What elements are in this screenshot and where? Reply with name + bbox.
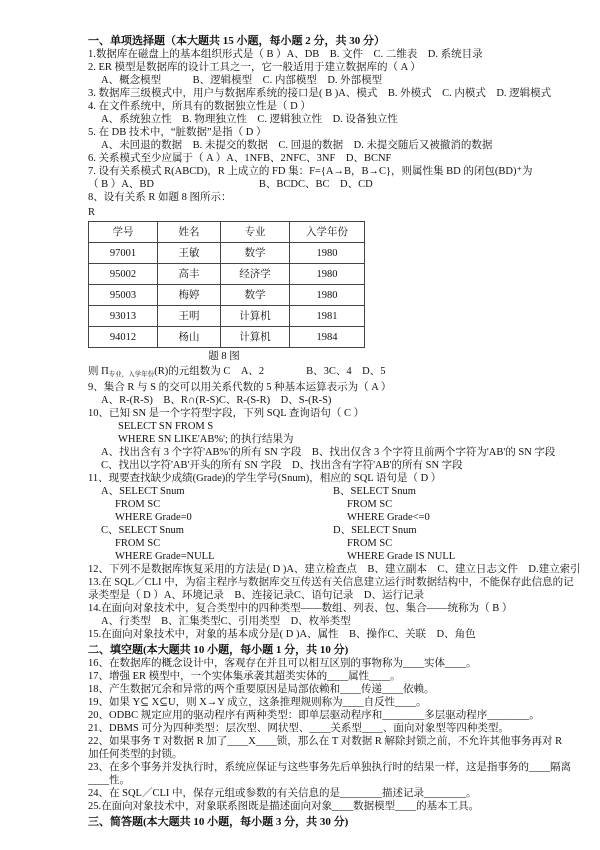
table-header-cell: 学号 [89,222,158,243]
table-cell: 94012 [89,327,158,348]
question-10-sql-line: SELECT SN FROM S [118,421,214,432]
table-cell: 数学 [221,243,290,264]
table-cell: 1981 [290,306,365,327]
section-3-heading: 三、简答题(本大题共 10 小题，每小题 3 分，共 30 分) [88,816,349,828]
table-cell: 经济学 [221,264,290,285]
question-17: 17、增强 ER 模型中，一个实体集承袭其超类实体的____属性____。 [88,671,401,682]
question-2: 2. ER 模型是数据库的设计工具之一，它一般适用于建立数据库的（ A ） [88,62,421,73]
question-12: 12、下列不是数据库恢复采用的方法是( D )A、建立检查点 B、建立副本 C、建立日志文件 D.建立索引 [88,564,581,575]
table-row [89,243,365,264]
table-cell: 杨山 [158,327,221,348]
question-25: 25.在面向对象技术中，对象联系图既是描述面向对象____数据模型____的基本工具。 [88,801,480,812]
pi-symbol: Π [101,366,109,377]
pi-subscript: 专业，入学年份 [108,371,155,378]
question-8-result [88,365,574,381]
table-cell: 93013 [89,306,158,327]
question-3: 3. 数据库三级模式中，用户与数据库系统的接口是( B )A、模式 B. 外模式 C. 内模式 D. 逻辑模式 [88,88,552,99]
table-cell: 王明 [158,306,221,327]
table-cell: 1980 [290,243,365,264]
table-cell: 高丰 [158,264,221,285]
question-1: 1.数据库在磁盘上的基本组织形式是（ B ）A、DB B. 文件 C. 二维表 D. 系统目录 [88,49,483,60]
question-18: 18、产生数据冗余和异常的两个重要原因是局部依赖和____传递____依赖。 [88,684,435,695]
question-10: 10、已知 SN 是一个字符型字段，下列 SQL 查询语句（ C ） [88,408,365,419]
question-10-options: C、找出以字符'AB'开头的所有 SN 字段 D、找出含有字符'AB'的所有 SN 字段 [101,460,463,471]
option-a-line: WHERE Grade=0 [115,512,192,523]
option-c-line: FROM SC [115,538,161,549]
table-cell: 1984 [290,327,365,348]
question-20: 20、ODBC 规定应用的驱动程序有两种类型：即单层驱动程序和________多层驱动程序________。 [88,710,540,721]
table-cell: 计算机 [221,327,290,348]
question-14-options: A、行类型 B、汇集类型C、引用类型 D、枚举类型 [101,616,351,627]
question-14: 14.在面向对象技术中，复合类型中的四种类型——数组、列表、包、集合——统称为（ B ） [88,603,513,614]
projection-prefix: 则 [88,366,102,377]
table-row [89,327,365,348]
table-cell: 95002 [89,264,158,285]
question-15: 15.在面向对象技术中，对象的基本成分是( D )A、属性 B、操作C、关联 D、角色 [88,629,476,640]
table-cell: 王敏 [158,243,221,264]
table-header-cell: 专业 [221,222,290,243]
question-21: 21、DBMS 可分为四种类型：层次型、网状型、____关系型____、面向对象型等四种类型。 [88,723,509,734]
table-cell: 1980 [290,285,365,306]
question-2-options: A、概念模型 B、逻辑模型 C. 内部模型 D. 外部模型 [101,75,383,86]
table-header-cell: 入学年份 [290,222,365,243]
question-10-sql-line: WHERE SN LIKE'AB%'; 的执行结果为 [118,434,294,445]
projection-rest: (R)的元组数为 C A、2 B、3C、4 D、5 [154,366,386,377]
question-16: 16、在数据库的概念设计中，客观存在并且可以相互区别的事物称为____实体____。 [88,658,477,669]
question-11-options [88,485,574,563]
question-4: 4. 在文件系统中，所具有的数据独立性是（ D ） [88,101,311,112]
question-4-options: A、系统独立性 B. 物理独立性 C. 逻辑独立性 D. 设备独立性 [101,114,398,125]
option-b-block [333,485,574,524]
table-caption: 题 8 图 [208,351,240,362]
question-9-options: A、R-(R-S) B、R∩(R-S)C、R-(S-R) D、S-(R-S) [101,395,332,406]
question-22: 22、如果事务 T 对数据 R 加了____X____锁，那么在 T 对数据 R 解除封锁之前，不允许其他事务再对 R [88,736,563,747]
section-1-heading: 一、单项选择题（本大题共 15 小题，每小题 2 分，共 30 分） [88,35,385,47]
table-header-cell: 姓名 [158,222,221,243]
relation-name-label: R [88,207,96,218]
option-d-line: D、SELECT Snum [333,525,417,536]
option-d-line: WHERE Grade IS NULL [347,551,456,562]
table-cell: 梅婷 [158,285,221,306]
question-10-options: A、找出含有 3 个字符'AB%'的所有 SN 字段 B、找出仅含 3 个字符且前两个字符为'AB'的 SN 字段 [101,447,556,458]
question-5-options: A、未回退的数据 B. 未提交的数据 C. 回退的数据 D. 未提交随后又被撤消的数据 [101,140,493,151]
table-cell: 95003 [89,285,158,306]
table-row [89,306,365,327]
option-b-line: WHERE Grade<=0 [347,512,430,523]
table-header-row [89,222,365,243]
option-d-line: FROM SC [347,538,393,549]
table-cell: 计算机 [221,306,290,327]
question-9: 9、集合 R 与 S 的交可以用关系代数的 5 种基本运算表示为（ A ） [88,382,392,393]
question-13-continued: 录类型是（ D ）A、环境记录 B、连接记录C、语句记录 D、运行记录 [88,590,425,601]
table-row [89,264,365,285]
option-a-block [101,485,333,524]
question-7: 7. 设有关系模式 R(ABCD)，R 上成立的 FD 集：F={A→B，B→C}，则属性集 BD 的闭包(BD)⁺为 [88,166,533,177]
question-23-continued: ____性。 [88,775,130,786]
question-24: 24、在 SQL／CLI 中，保存元组或参数的有关信息的是________描述记录________。 [88,788,477,799]
question-13: 13.在 SQL／CLI 中，为宿主程序与数据库交互传送有关信息建立运行时数据结构中，不能保存此信息的记 [88,577,574,588]
question-23: 23、在多个事务并发执行时，系统应保证与这些事务先后单独执行时的结果一样，这是指事务的____隔离 [88,762,571,773]
option-c-line: C、SELECT Snum [101,525,184,536]
option-c-line: WHERE Grade=NULL [115,551,215,562]
option-c-block [101,524,333,563]
table-row [89,285,365,306]
question-5: 5. 在 DB 技术中，“脏数据”是指（ D ） [88,127,267,138]
table-cell: 1980 [290,264,365,285]
option-a-line: A、SELECT Snum [101,486,185,497]
question-6: 6. 关系模式至少应属于（ A ）A、1NFB、2NFC、3NF D、BCNF [88,153,392,164]
option-b-line: B、SELECT Snum [333,486,416,497]
question-8: 8、设有关系 R 如题 8 图所示： [88,192,232,203]
question-19: 19、如果 Y⊆ X⊆U，则 X→Y 成立，这条推理规则称为____自反性____。 [88,697,427,708]
table-cell: 数学 [221,285,290,306]
option-a-line: FROM SC [115,499,161,510]
section-2-heading: 二、填空题(本大题共 10 小题，每小题 1 分，共 10 分) [88,644,349,656]
question-11: 11、现要查找缺少成绩(Grade)的学生学号(Snum)，相应的 SQL 语句是（ D ） [88,473,442,484]
question-7-options: （ B ）A、BD B、BCDC、BC D、CD [88,179,373,190]
relation-r-table [88,221,365,348]
option-b-line: FROM SC [347,499,393,510]
table-cell: 97001 [89,243,158,264]
option-d-block [333,524,574,563]
question-22-continued: 加任何类型的封锁。 [88,749,183,760]
